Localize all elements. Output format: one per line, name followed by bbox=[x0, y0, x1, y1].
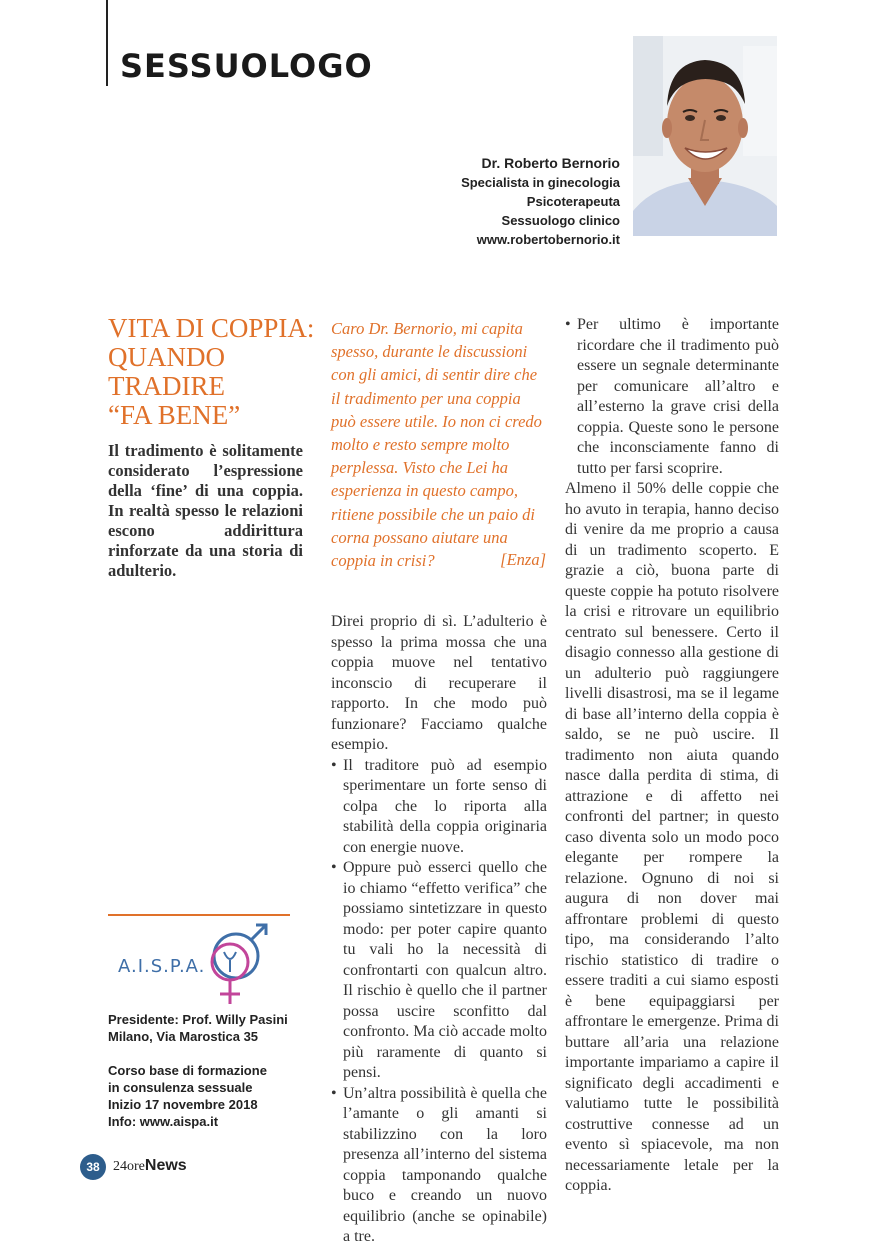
article-headline bbox=[108, 314, 318, 430]
page-number: 38 bbox=[80, 1154, 106, 1180]
bullet-item: • Un’altra possibilità è quella che l’amante o gli amanti si stabilizzino con la loro presenza all’interno del sistema coppia tamponando qualche buco e creando un nuovo equilibrio (anche se opinabile) a tre. bbox=[331, 1084, 547, 1248]
answer-column-2 bbox=[565, 315, 779, 1197]
section-title: SESSUOLOGO bbox=[120, 47, 373, 85]
headline-line: “FA BENE” bbox=[108, 400, 241, 430]
author-info bbox=[461, 154, 620, 249]
answer-column-1 bbox=[331, 612, 547, 1248]
author-role: Psicoterapeuta bbox=[526, 194, 620, 209]
author-name: Dr. Roberto Bernorio bbox=[481, 155, 620, 171]
headline-line: TRADIRE bbox=[108, 371, 225, 401]
answer-intro: Direi proprio di sì. L’adulterio è spesso la prima mossa che una coppia muove nel tentativo inconscio di recuperare il rapporto. In che modo può funzionare? Facciamo qualche esempio. bbox=[331, 613, 547, 753]
aispa-president: Presidente: Prof. Willy Pasini bbox=[108, 1012, 288, 1027]
headline-line: QUANDO bbox=[108, 342, 225, 372]
letter-signature: [Enza] bbox=[500, 550, 546, 569]
magazine-suffix: News bbox=[144, 1157, 187, 1174]
course-line: in consulenza sessuale bbox=[108, 1080, 253, 1095]
headline-line: VITA DI COPPIA: bbox=[108, 313, 315, 343]
author-photo bbox=[633, 36, 777, 236]
author-role-2: Sessuologo clinico bbox=[501, 213, 620, 228]
course-info-link: Info: www.aispa.it bbox=[108, 1114, 219, 1129]
article-lead: Il tradimento è solitamente considerato l’espressione della ‘fine’ di una coppia. In realtà spesso le relazioni escono addirittura rinforzate da una storia di adulterio. bbox=[108, 441, 303, 580]
course-line: Corso base di formazione bbox=[108, 1063, 267, 1078]
answer-closing: Almeno il 50% delle coppie che ho avuto in terapia, hanno deciso di venire da me proprio a causa di un tradimento scoperto. E grazie a ciò, buona parte di queste coppie ha potuto risolvere la crisi e ritrovare un equilibrio centrato sul benessere. Certo il disagio connesso alla gestione di un adulterio può raggiungere livelli disastrosi, ma se il legame di base all’interno della coppia è saldo, se ne può uscire. Il tradimento non aiuta quando nasce dalla perdita di stima, di attrazione e di affetto nei confronti del partner; in questo caso diventa solo un modo poco elegante per rompere la relazione. Ognuno di noi si augura di non dover mai affrontare problemi di questo tipo, ma considerando l’alto rischio statistico di tradire o essere traditi a cui siamo esposti è bene equipaggiarsi per affrontare le emergenze. Prima di buttare all’aria una relazione importante impariamo a capire il significato degli accadimenti e valutiamo tutte le possibilità costruttive connesse ad un evento sì spiacevole, ma non necessariamente letale per la coppia. bbox=[565, 480, 779, 1194]
aispa-logo bbox=[118, 922, 278, 1010]
author-specialty: Specialista in ginecologia bbox=[461, 175, 620, 190]
bullet-item: • Il traditore può ad esempio sperimentare un forte senso di colpa che lo riporta alla stabilità della coppia originaria con energie nuove. bbox=[331, 756, 547, 859]
gender-symbol-icon bbox=[212, 925, 266, 1004]
aispa-address: Milano, Via Marostica 35 bbox=[108, 1029, 259, 1044]
header-rule bbox=[106, 0, 108, 86]
bullet-item: • Oppure può esserci quello che io chiamo “effetto verifica” che possiamo sintetizzare in questo modo: per poter capire quanto tu vali ho la necessità di confrontarti con qualcun altro. Il rischio è quello che il partner possa uscire sconfitto dal confronto. Ma ciò accade molto più raramente di quanto si pensi. bbox=[331, 858, 547, 1084]
author-website: www.robertobernorio.it bbox=[476, 232, 620, 247]
aispa-info bbox=[108, 1011, 288, 1130]
logo-text: A.I.S.P.A. bbox=[118, 956, 206, 977]
magazine-prefix: 24ore bbox=[113, 1159, 145, 1174]
sidebar-rule bbox=[108, 914, 290, 916]
course-line: Inizio 17 novembre 2018 bbox=[108, 1097, 258, 1112]
magazine-name bbox=[113, 1157, 187, 1175]
reader-letter: Caro Dr. Bernorio, mi capita spesso, durante le discussioni con gli amici, di sentir dire che il tradimento per una coppia può essere utile. Io non ci credo molto e resto sempre molto perplessa. Visto che Lei ha esperienza in questo campo, ritiene possibile che un paio di corna possano aiutare una coppia in crisi? bbox=[331, 319, 542, 571]
bullet-item: • Per ultimo è importante ricordare che il tradimento può essere un segnale determinante per comunicare all’altro e all’esterno la grave crisi della coppia. Queste sono le persone che inconsciamente fanno di tutto per farsi scoprire. bbox=[565, 315, 779, 479]
